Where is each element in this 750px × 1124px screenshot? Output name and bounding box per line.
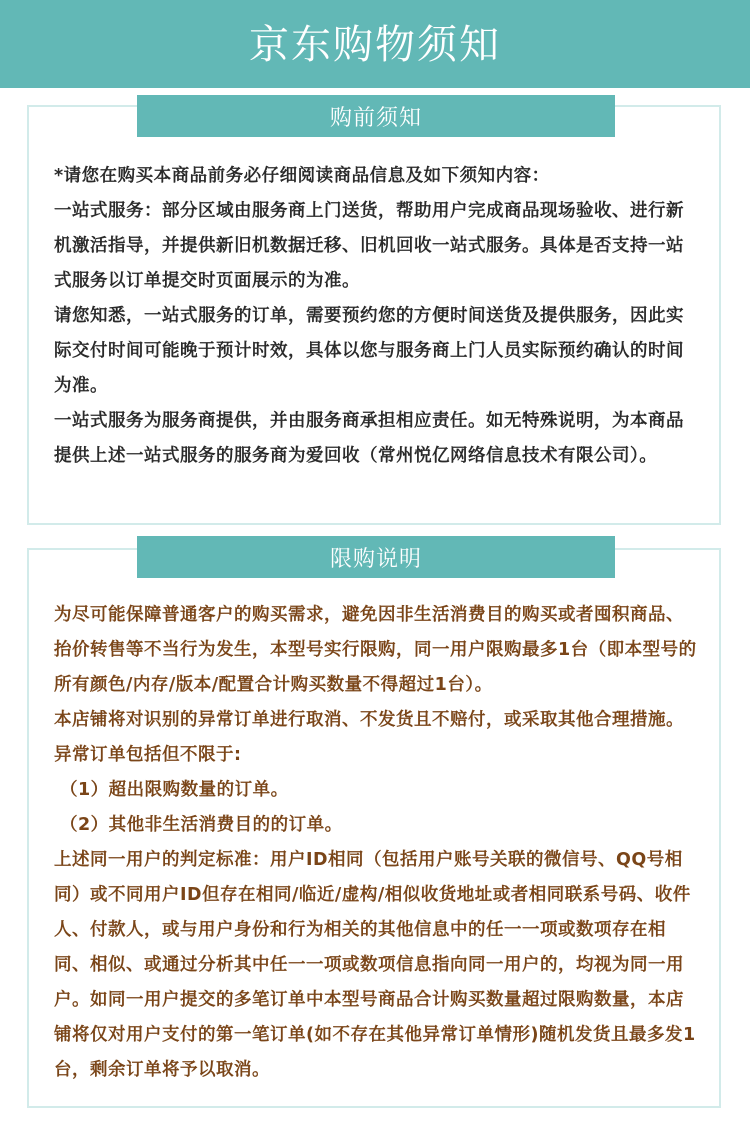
limit-policy-paragraph: 为尽可能保障普通客户的购买需求，避免因非生活消费目的购买或者囤积商品、抬价转售等不当行为发生，本型号实行限购，同一用户限购最多1台（即本型号的所有颜色/内存/版本/配置合计购买数量不得超过1台）。 bbox=[54, 605, 697, 695]
one-stop-service-paragraph: 一站式服务：部分区域由服务商上门送货，帮助用户完成商品现场验收、进行新机激活指导，并提供新旧机数据迁移、旧机回收一站式服务。具体是否支持一站式服务以订单提交时页面展示的为准。 bbox=[54, 201, 684, 291]
purchase-limit-body bbox=[54, 598, 701, 1088]
notice-intro: *请您在购买本商品前务必仔细阅读商品信息及如下须知内容： bbox=[54, 166, 550, 186]
same-user-criteria-paragraph: 上述同一用户的判定标准：用户ID相同（包括用户账号关联的微信号、QQ号相同）或不同用户ID但存在相同/临近/虚构/相似收货地址或者相同联系号码、收件人、付款人，或与用户身份和行为相关的其他信息中的任一一项或数项存在相同、相似、或通过分析其中任一一项或数项信息指向同一用户的，均视为同一用户。如同一用户提交的多笔订单中本型号商品合计购买数量超过限购数量，本店铺将仅对用户支付的第一笔订单(如不存在其他异常订单情形)随机发货且最多发1台，剩余订单将予以取消。 bbox=[54, 850, 696, 1080]
before-purchase-title: 购前须知 bbox=[137, 95, 615, 137]
purchase-limit-panel bbox=[27, 548, 721, 1108]
before-purchase-panel bbox=[27, 105, 721, 525]
before-purchase-body bbox=[54, 159, 701, 474]
delivery-time-paragraph: 请您知悉，一站式服务的订单，需要预约您的方便时间送货及提供服务，因此实际交付时间可能晚于预计时效，具体以您与服务商上门人员实际预约确认的时间为准。 bbox=[54, 306, 684, 396]
purchase-limit-title: 限购说明 bbox=[137, 536, 615, 578]
abnormal-order-item-2: （2）其他非生活消费目的的订单。 bbox=[60, 815, 343, 835]
page-title: 京东购物须知 bbox=[249, 21, 501, 68]
header-banner bbox=[0, 0, 750, 88]
abnormal-order-item-1: （1）超出限购数量的订单。 bbox=[60, 780, 289, 800]
service-provider-paragraph: 一站式服务为服务商提供，并由服务商承担相应责任。如无特殊说明，为本商品提供上述一站式服务的服务商为爱回收（常州悦亿网络信息技术有限公司）。 bbox=[54, 411, 684, 466]
abnormal-order-paragraph: 本店铺将对识别的异常订单进行取消、不发货且不赔付，或采取其他合理措施。异常订单包括但不限于: bbox=[54, 710, 684, 765]
